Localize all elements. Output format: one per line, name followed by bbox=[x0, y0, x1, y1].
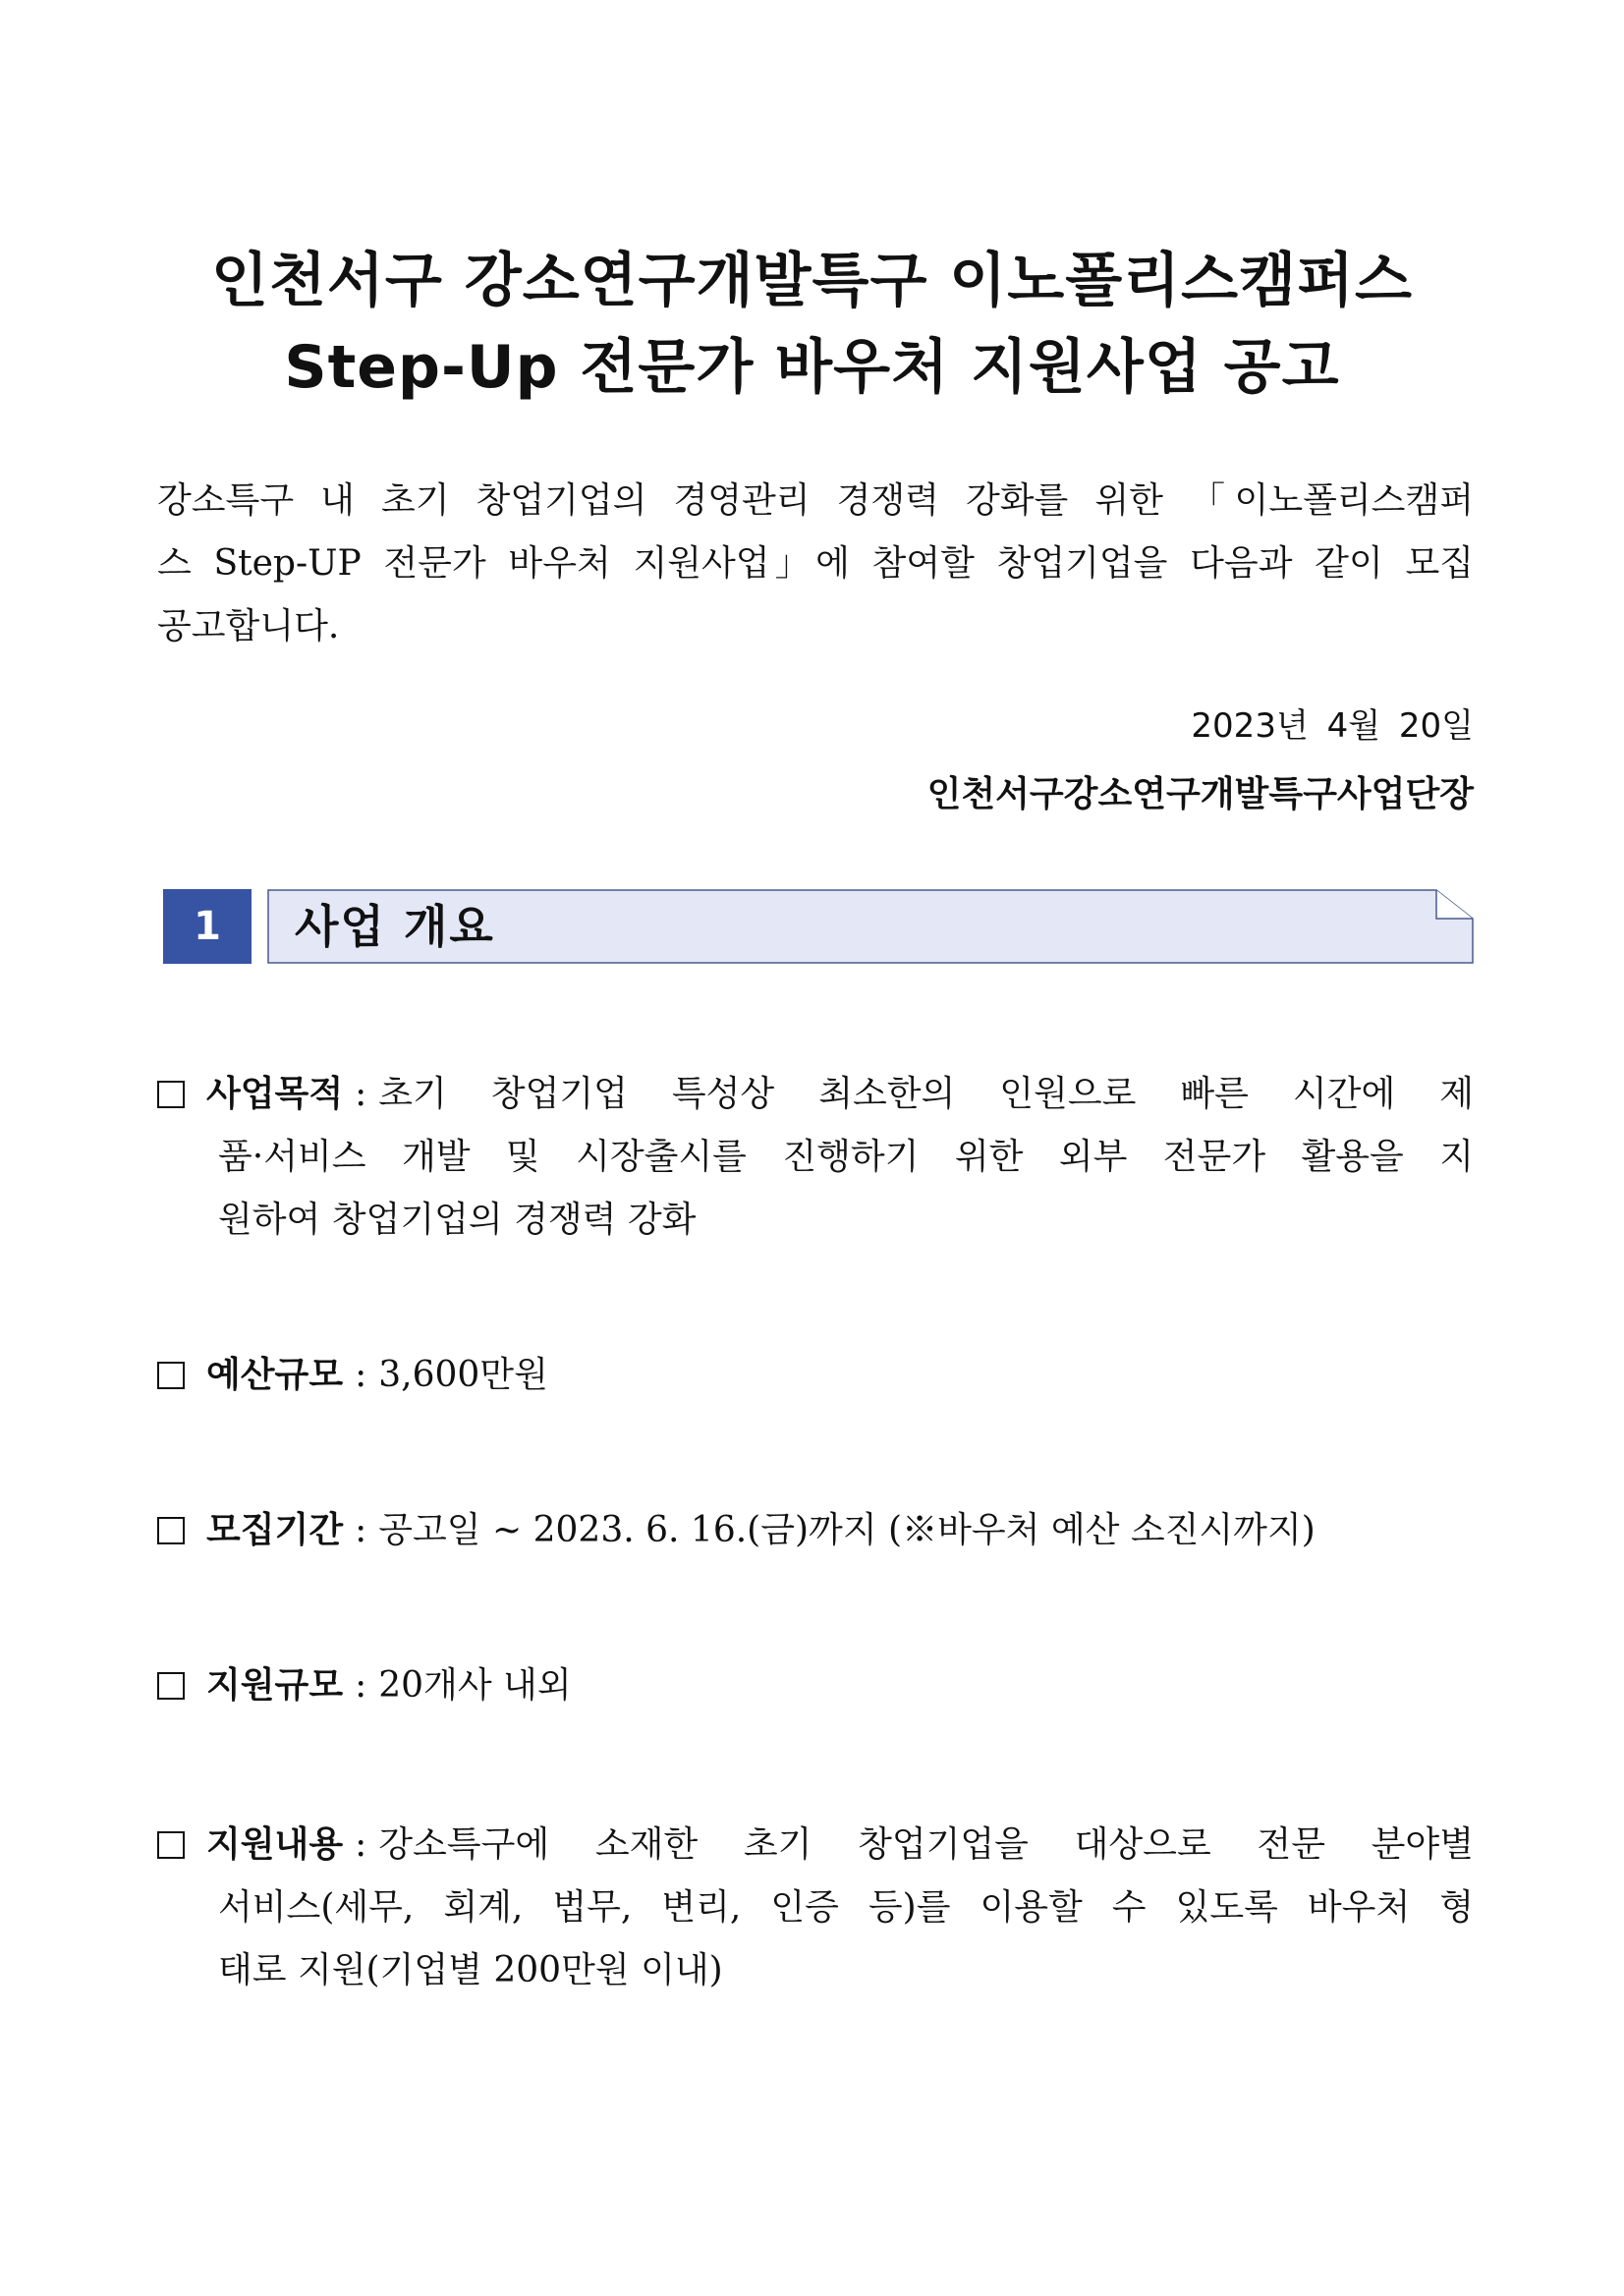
intro-line-2: 스 Step-UP 전문가 바우처 지원사업」에 참여할 창업기업을 다음과 같이 모집 bbox=[157, 543, 1474, 584]
item-content-line-2: 서비스(세무, 회계, 법무, 변리, 인증 등)를 이용할 수 있도록 바우처 형 bbox=[218, 1887, 1474, 1928]
item-period-value: 공고일 ~ 2023. 6. 16.(금)까지 (※바우처 예산 소진시까지) bbox=[378, 1510, 1316, 1550]
item-period-line bbox=[157, 1499, 1474, 1562]
section-header bbox=[267, 889, 1474, 964]
intro-paragraph bbox=[157, 470, 1474, 658]
issuer-name: 인천서구강소연구개발특구사업단장 bbox=[926, 774, 1474, 814]
item-scale-line bbox=[157, 1654, 1474, 1717]
item-purpose-line-3: 원하여 창업기업의 경쟁력 강화 bbox=[218, 1200, 697, 1240]
item-purpose-text-1: 초기 창업기업 특성상 최소한의 인원으로 빠른 시간에 제 bbox=[378, 1074, 1474, 1114]
checkbox-icon bbox=[157, 1517, 185, 1544]
item-content bbox=[157, 1814, 1474, 2002]
announcement-date: 2023년 4월 20일 bbox=[1191, 706, 1474, 746]
intro-line-1: 강소특구 내 초기 창업기업의 경영관리 경쟁력 강화를 위한 「이노폴리스캠퍼 bbox=[157, 480, 1474, 521]
item-purpose-line-2: 품·서비스 개발 및 시장출시를 진행하기 위한 외부 전문가 활용을 지 bbox=[218, 1137, 1474, 1177]
item-scale bbox=[157, 1654, 1474, 1717]
item-budget bbox=[157, 1344, 1474, 1407]
item-budget-value: 3,600만원 bbox=[378, 1355, 548, 1395]
item-period-label: 모집기간 bbox=[206, 1510, 344, 1550]
item-purpose bbox=[157, 1063, 1474, 1252]
item-content-line-1 bbox=[157, 1814, 1474, 1876]
checkbox-icon bbox=[157, 1831, 185, 1859]
title-line-1: 인천서구 강소연구개발특구 이노폴리스캠퍼스 bbox=[211, 247, 1413, 315]
colon-separator: : bbox=[355, 1510, 367, 1550]
intro-line-3: 공고합니다. bbox=[157, 606, 340, 646]
page-title bbox=[0, 238, 1624, 411]
item-budget-label: 예산규모 bbox=[206, 1355, 344, 1395]
item-content-text-1: 강소특구에 소재한 초기 창업기업을 대상으로 전문 분야별 bbox=[378, 1824, 1474, 1865]
colon-separator: : bbox=[355, 1824, 367, 1865]
title-line-2: Step-Up 전문가 바우처 지원사업 공고 bbox=[284, 333, 1340, 402]
item-budget-line bbox=[157, 1344, 1474, 1407]
item-purpose-line-1 bbox=[157, 1063, 1474, 1126]
colon-separator: : bbox=[355, 1355, 367, 1395]
item-period bbox=[157, 1499, 1474, 1562]
section-title: 사업 개요 bbox=[295, 900, 495, 953]
item-scale-value: 20개사 내외 bbox=[378, 1665, 572, 1706]
section-number-badge: 1 bbox=[163, 889, 252, 964]
item-content-label: 지원내용 bbox=[206, 1824, 344, 1865]
item-scale-label: 지원규모 bbox=[206, 1665, 344, 1706]
colon-separator: : bbox=[355, 1665, 367, 1706]
colon-separator: : bbox=[355, 1074, 367, 1114]
item-content-line-3: 태로 지원(기업별 200만원 이내) bbox=[218, 1950, 723, 1990]
checkbox-icon bbox=[157, 1081, 185, 1108]
checkbox-icon bbox=[157, 1672, 185, 1700]
checkbox-icon bbox=[157, 1362, 185, 1389]
item-purpose-label: 사업목적 bbox=[206, 1074, 344, 1114]
